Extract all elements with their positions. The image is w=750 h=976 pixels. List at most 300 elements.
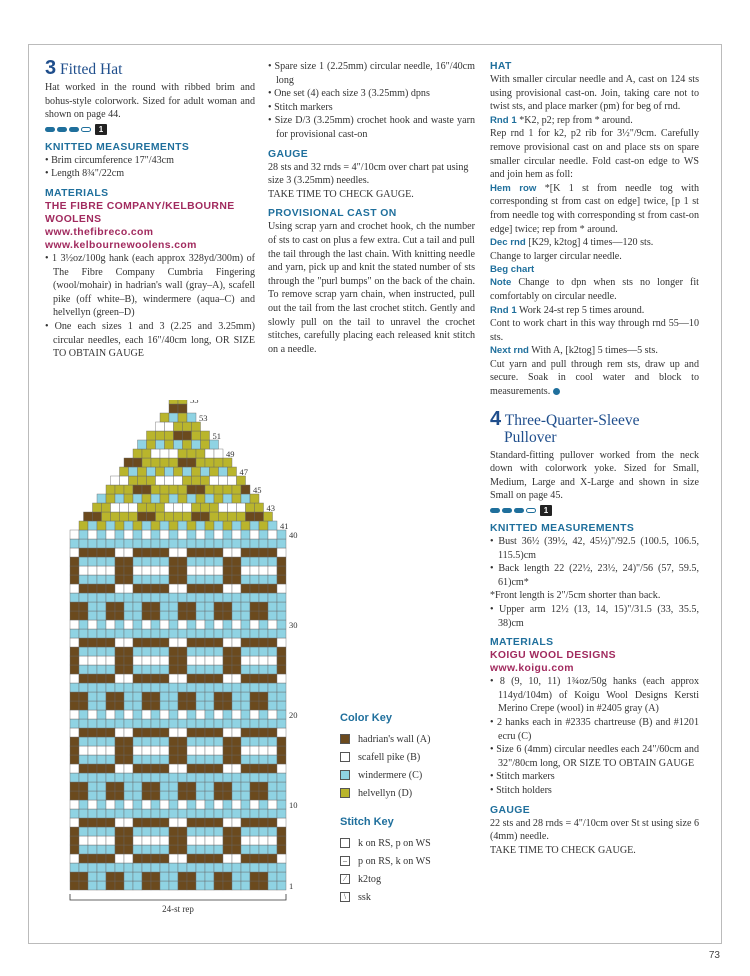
chart-cell — [147, 476, 156, 485]
chart-cell — [259, 746, 268, 755]
chart-cell — [70, 548, 79, 557]
chart-cell — [142, 881, 151, 890]
chart-cell — [268, 638, 277, 647]
chart-cell — [250, 737, 259, 746]
chart-cell — [151, 854, 160, 863]
chart-cell — [178, 566, 187, 575]
skill-level-indicator — [490, 505, 699, 516]
chart-cell — [88, 809, 97, 818]
chart-cell — [232, 602, 241, 611]
chart-cell — [142, 773, 151, 782]
chart-cell — [160, 746, 169, 755]
chart-cell — [259, 656, 268, 665]
chart-cell — [223, 818, 232, 827]
chart-cell — [259, 530, 268, 539]
chart-cell — [147, 503, 156, 512]
chart-cell — [142, 674, 151, 683]
chart-cell — [205, 674, 214, 683]
chart-cell — [277, 872, 286, 881]
chart-cell — [277, 674, 286, 683]
chart-cell — [214, 755, 223, 764]
chart-cell — [187, 692, 196, 701]
chart-cell — [97, 773, 106, 782]
chart-cell — [223, 557, 232, 566]
chart-cell — [214, 548, 223, 557]
chart-cell — [214, 575, 223, 584]
chart-cell — [124, 521, 133, 530]
chart-cell — [178, 728, 187, 737]
chart-cell — [241, 782, 250, 791]
chart-cell — [102, 503, 111, 512]
chart-cell — [232, 674, 241, 683]
chart-cell — [174, 476, 183, 485]
chart-cell — [223, 665, 232, 674]
chart-cell — [70, 764, 79, 773]
chart-cell — [115, 629, 124, 638]
chart-cell — [124, 683, 133, 692]
chart-cell — [106, 584, 115, 593]
chart-cell — [241, 863, 250, 872]
chart-cell — [232, 692, 241, 701]
chart-cell — [250, 575, 259, 584]
chart-cell — [142, 845, 151, 854]
chart-cell — [115, 683, 124, 692]
chart-cell — [88, 737, 97, 746]
chart-cell — [178, 404, 187, 413]
chart-cell — [183, 431, 192, 440]
list-item: • Size 6 (4mm) circular needles each 24"/60cm and 32"/80cm long, OR SIZE TO OBTAIN GAUGE — [490, 743, 699, 770]
chart-cell — [169, 746, 178, 755]
chart-cell — [79, 827, 88, 836]
chart-cell — [214, 800, 223, 809]
chart-cell — [250, 539, 259, 548]
chart-cell — [169, 854, 178, 863]
chart-cell — [88, 827, 97, 836]
chart-cell — [241, 566, 250, 575]
chart-cell — [250, 809, 259, 818]
color-swatch — [340, 752, 350, 762]
chart-cell — [214, 809, 223, 818]
chart-cell — [214, 683, 223, 692]
chart-cell — [106, 800, 115, 809]
chart-cell — [178, 611, 187, 620]
chart-cell — [115, 611, 124, 620]
chart-cell — [232, 737, 241, 746]
row-number-label: 43 — [266, 503, 275, 513]
chart-cell — [250, 548, 259, 557]
chart-cell — [97, 548, 106, 557]
chart-cell — [142, 548, 151, 557]
chart-cell — [115, 701, 124, 710]
chart-cell — [160, 638, 169, 647]
chart-cell — [214, 791, 223, 800]
pattern-title-fitted-hat — [45, 57, 255, 79]
chart-cell — [169, 485, 178, 494]
chart-cell — [79, 566, 88, 575]
finishing-text — [490, 358, 699, 399]
chart-cell — [97, 737, 106, 746]
chart-cell — [187, 818, 196, 827]
list-item: • Brim circumference 17"/43cm — [45, 154, 255, 168]
chart-cell — [102, 512, 111, 521]
chart-cell — [70, 863, 79, 872]
chart-cell — [142, 701, 151, 710]
chart-cell — [115, 710, 124, 719]
brand-name: THE FIBRE COMPANY/KELBOURNE WOOLENS — [45, 200, 235, 225]
chart-cell — [259, 800, 268, 809]
chart-cell — [214, 557, 223, 566]
chart-cell — [268, 800, 277, 809]
dec-rnd-text: [K29, k2tog] 4 times—120 sts. — [528, 237, 654, 249]
chart-cell — [106, 728, 115, 737]
chart-cell — [219, 467, 228, 476]
chart-cell — [124, 881, 133, 890]
chart-cell — [232, 710, 241, 719]
chart-cell — [187, 593, 196, 602]
chart-cell — [205, 665, 214, 674]
chart-cell — [79, 611, 88, 620]
chart-cell — [97, 665, 106, 674]
chart-cell — [259, 773, 268, 782]
chart-cell — [178, 692, 187, 701]
chart-cell — [214, 602, 223, 611]
chart-cell — [97, 791, 106, 800]
color-key-label: windermere (C) — [358, 769, 423, 781]
chart-cell — [106, 746, 115, 755]
chart-cell — [97, 782, 106, 791]
chart-cell — [79, 845, 88, 854]
chart-cell — [277, 746, 286, 755]
chart-cell — [106, 872, 115, 881]
chart-cell — [88, 647, 97, 656]
chart-cell — [129, 512, 138, 521]
chart-cell — [232, 557, 241, 566]
chart-cell — [142, 872, 151, 881]
chart-cell — [160, 755, 169, 764]
chart-cell — [178, 719, 187, 728]
rib-instruction: Rep rnd 1 for k2, p2 rib for 3½"/9cm. Carefully remove provisional cast on and place sts on spare smaller circular needle. Fold cast-on edge to WS and join hem as foll: — [490, 128, 699, 181]
chart-cell — [97, 836, 106, 845]
chart-cell — [196, 629, 205, 638]
chart-cell — [106, 701, 115, 710]
chart-cell — [268, 764, 277, 773]
row-number-label: 45 — [253, 485, 262, 495]
chart-cell — [142, 755, 151, 764]
chart-cell — [142, 863, 151, 872]
chart-cell — [277, 863, 286, 872]
chart-cell — [169, 701, 178, 710]
chart-cell — [79, 800, 88, 809]
chart-cell — [70, 692, 79, 701]
chart-cell — [88, 602, 97, 611]
chart-cell — [259, 755, 268, 764]
chart-cell — [133, 620, 142, 629]
chart-cell — [259, 629, 268, 638]
chart-cell — [232, 485, 241, 494]
chart-cell — [79, 881, 88, 890]
chart-cell — [205, 872, 214, 881]
chart-cell — [106, 692, 115, 701]
chart-cell — [241, 656, 250, 665]
chart-cell — [106, 575, 115, 584]
chart-cell — [79, 863, 88, 872]
chart-cell — [178, 674, 187, 683]
chart-cell — [196, 836, 205, 845]
chart-cell — [169, 872, 178, 881]
chart-cell — [70, 593, 79, 602]
chart-cell — [201, 503, 210, 512]
chart-cell — [88, 539, 97, 548]
chart-cell — [178, 449, 187, 458]
chart-cell — [205, 881, 214, 890]
chart-cell — [133, 746, 142, 755]
chart-cell — [268, 863, 277, 872]
chart-cell — [187, 620, 196, 629]
chart-cell — [160, 593, 169, 602]
chart-cell — [196, 458, 205, 467]
chart-cell — [79, 755, 88, 764]
chart-cell — [259, 620, 268, 629]
chart-cell — [205, 710, 214, 719]
chart-cell — [205, 701, 214, 710]
row-number-label: 55 — [190, 400, 199, 405]
chart-cell — [259, 602, 268, 611]
chart-cell — [124, 809, 133, 818]
chart-cell — [88, 683, 97, 692]
dec-rnd-label: Dec rnd — [490, 237, 526, 249]
row-number-label: 20 — [289, 710, 298, 720]
chart-cell — [223, 746, 232, 755]
chart-cell — [241, 773, 250, 782]
chart-cell — [97, 710, 106, 719]
chart-cell — [133, 836, 142, 845]
chart-cell — [106, 611, 115, 620]
chart-cell — [250, 593, 259, 602]
chart-cell — [169, 737, 178, 746]
chart-cell — [183, 503, 192, 512]
chart-cell — [196, 872, 205, 881]
chart-cell — [70, 647, 79, 656]
chart-cell — [151, 836, 160, 845]
chart-cell — [115, 548, 124, 557]
stitch-key-item — [340, 870, 490, 888]
chart-cell — [250, 782, 259, 791]
stitch-key-label: k on RS, p on WS — [358, 837, 431, 849]
chart-cell — [151, 557, 160, 566]
chart-cell — [79, 728, 88, 737]
chart-cell — [201, 467, 210, 476]
chart-cell — [232, 773, 241, 782]
chart-cell — [277, 710, 286, 719]
chart-cell — [120, 503, 129, 512]
chart-cell — [88, 710, 97, 719]
chart-cell — [250, 827, 259, 836]
chart-cell — [196, 539, 205, 548]
chart-cell — [214, 692, 223, 701]
chart-cell — [88, 674, 97, 683]
chart-cell — [268, 737, 277, 746]
color-swatch — [340, 788, 350, 798]
chart-cell — [160, 800, 169, 809]
chart-cell — [115, 800, 124, 809]
chart-cell — [205, 683, 214, 692]
chart-cell — [214, 782, 223, 791]
chart-cell — [160, 881, 169, 890]
chart-cell — [115, 719, 124, 728]
chart-cell — [232, 854, 241, 863]
column-middle — [268, 60, 475, 356]
chart-cell — [160, 782, 169, 791]
chart-cell — [151, 881, 160, 890]
list-item: • Stitch markers — [268, 101, 475, 115]
chart-cell — [97, 692, 106, 701]
chart-cell — [70, 755, 79, 764]
chart-cell — [151, 773, 160, 782]
chart-cell — [205, 818, 214, 827]
chart-cell — [223, 773, 232, 782]
chart-cell — [151, 827, 160, 836]
chart-cell — [277, 809, 286, 818]
chart-cell — [142, 809, 151, 818]
chart-cell — [115, 602, 124, 611]
chart-cell — [187, 764, 196, 773]
chart-cell — [178, 818, 187, 827]
chart-cell — [115, 827, 124, 836]
chart-cell — [178, 530, 187, 539]
chart-cell — [232, 701, 241, 710]
chart-cell — [106, 710, 115, 719]
pattern-intro: Hat worked in the round with ribbed brim and bohus-style colorwork. Sized for adult woman and shown on page 44. — [45, 82, 255, 121]
chart-cell — [106, 809, 115, 818]
chart-cell — [97, 584, 106, 593]
chart-cell — [196, 755, 205, 764]
chart-cell — [79, 719, 88, 728]
chart-cell — [106, 719, 115, 728]
chart-cell — [160, 665, 169, 674]
chart-cell — [268, 791, 277, 800]
chart-cell — [169, 575, 178, 584]
chart-cell — [70, 665, 79, 674]
chart-cell — [232, 719, 241, 728]
chart-cell — [196, 584, 205, 593]
chart-cell — [70, 611, 79, 620]
chart-cell — [147, 431, 156, 440]
chart-cell — [250, 611, 259, 620]
chart-cell — [187, 773, 196, 782]
chart-cell — [214, 728, 223, 737]
chart-cell — [160, 692, 169, 701]
chart-cell — [178, 494, 187, 503]
chart-cell — [187, 611, 196, 620]
chart-cell — [115, 791, 124, 800]
chart-cell — [187, 557, 196, 566]
chart-cell — [214, 521, 223, 530]
chart-cell — [151, 746, 160, 755]
chart-cell — [268, 818, 277, 827]
chart-cell — [169, 818, 178, 827]
chart-cell — [223, 683, 232, 692]
chart-cell — [174, 440, 183, 449]
chart-cell — [223, 575, 232, 584]
chart-cell — [151, 566, 160, 575]
chart-cell — [133, 458, 142, 467]
chart-cell — [138, 503, 147, 512]
chart-cell — [124, 530, 133, 539]
chart-cell — [79, 656, 88, 665]
chart-cell — [79, 746, 88, 755]
list-item: • Upper arm 12½ (13, 14, 15)"/31.5 (33, 35.5, 38)cm — [490, 603, 699, 630]
chart-cell — [142, 854, 151, 863]
chart-cell — [106, 818, 115, 827]
list-item: • Back length 22 (22½, 23½, 24)"/56 (57, 59.5, 61)cm* — [490, 562, 699, 589]
chart-cell — [178, 881, 187, 890]
chart-cell — [201, 476, 210, 485]
chart-cell — [142, 782, 151, 791]
stitch-key-header: Stitch Key — [340, 816, 394, 828]
chart-cell — [169, 521, 178, 530]
chart-cell — [205, 737, 214, 746]
color-key-label: scafell pike (B) — [358, 751, 421, 763]
chart-cell — [214, 485, 223, 494]
chart-cell — [183, 512, 192, 521]
chart-cell — [259, 548, 268, 557]
chart-cell — [70, 557, 79, 566]
chart-cell — [250, 647, 259, 656]
skill-badge: 1 — [95, 124, 107, 135]
list-item: • Stitch markers — [490, 770, 699, 784]
chart-cell — [70, 710, 79, 719]
chart-cell — [156, 440, 165, 449]
chart-cell — [156, 476, 165, 485]
next-rnd-instruction — [490, 344, 699, 358]
chart-cell — [97, 530, 106, 539]
chart-cell — [169, 719, 178, 728]
hem-row-label: Hem row — [490, 182, 537, 194]
chart-cell — [97, 854, 106, 863]
chart-cell — [241, 854, 250, 863]
chart-cell — [79, 521, 88, 530]
chart-cell — [223, 836, 232, 845]
chart-cell — [160, 575, 169, 584]
chart-cell — [133, 719, 142, 728]
chart-cell — [124, 584, 133, 593]
materials-list — [490, 675, 699, 797]
chart-cell — [259, 647, 268, 656]
chart-cell — [214, 539, 223, 548]
chart-cell — [88, 620, 97, 629]
chart-cell — [205, 584, 214, 593]
chart-cell — [192, 512, 201, 521]
chart-cell — [232, 764, 241, 773]
chart-cell — [196, 764, 205, 773]
chart-cell — [147, 440, 156, 449]
chart-cell — [214, 566, 223, 575]
chart-cell — [241, 737, 250, 746]
chart-cell — [196, 701, 205, 710]
chart-cell — [196, 683, 205, 692]
chart-cell — [160, 764, 169, 773]
chart-cell — [151, 584, 160, 593]
chart-cell — [142, 521, 151, 530]
measurements-list — [490, 535, 699, 589]
chart-cell — [277, 881, 286, 890]
chart-cell — [196, 773, 205, 782]
chart-cell — [250, 791, 259, 800]
chart-cell — [196, 566, 205, 575]
chart-cell — [187, 719, 196, 728]
chart-cell — [133, 485, 142, 494]
row-number-label: 47 — [239, 467, 248, 477]
